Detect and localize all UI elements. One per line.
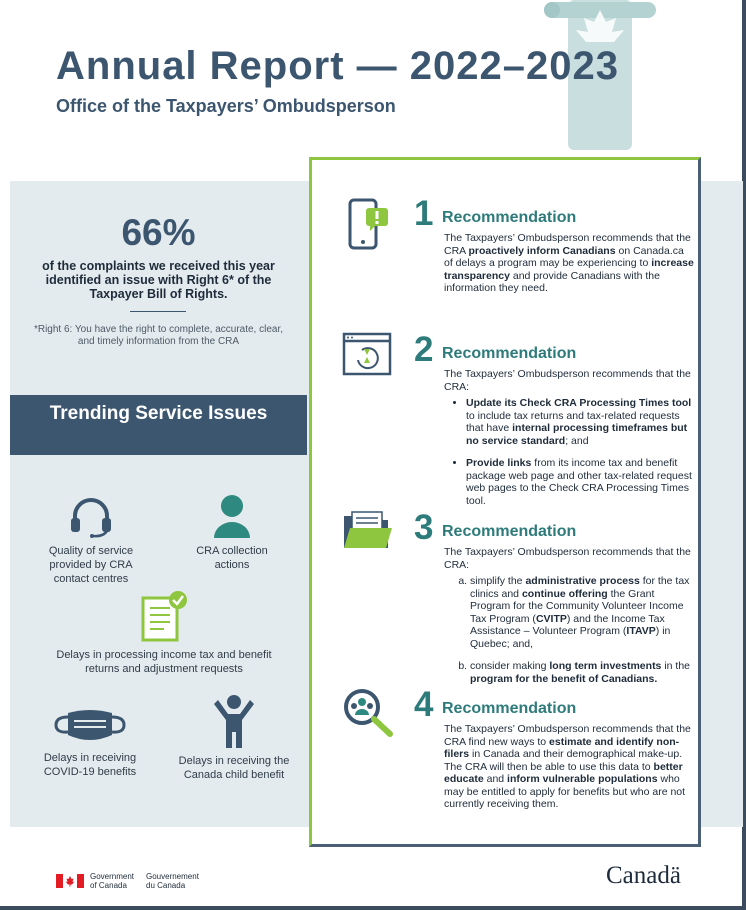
trending-banner — [10, 395, 307, 455]
trending-title: Trending Service Issues — [49, 403, 268, 424]
recommendation-text: The Taxpayers’ Ombudsperson recommends that the CRA: • Update its Check CRA Processing Times tool to include tax returns and tax-related requests that have internal processing timeframes but no service standard; and • Provide links from its income tax and benefit package web page and other tax-related request web pages to the Check CRA Processing Times tool. — [444, 368, 694, 517]
recommendation-label: Recommendation — [442, 700, 577, 717]
recommendation-text: The Taxpayers’ Ombudsperson recommends that the CRA find new ways to estimate and identify non-filers in Canada and their demographical make-up. The CRA will then be able to use this data to better educate and inform vulnerable populations who may be entitled to apply for benefits but who are not currently receiving them. — [444, 723, 691, 810]
child-icon — [214, 694, 254, 748]
issue-child-benefit — [172, 694, 296, 782]
issue-label: Delays in processing income tax and benefit returns and adjustment requests — [56, 649, 272, 675]
issue-label: Quality of service provided by CRA contact centres — [48, 545, 134, 585]
folder-icon — [342, 510, 394, 550]
page-subtitle: Office of the Taxpayers’ Ombudsperson — [56, 96, 396, 116]
recommendation-text: The Taxpayers’ Ombudsperson recommends that the CRA: a. simplify the administrative process for the tax clinics and continue offering the Grant Program for the Community Volunteer Income Tax Program (CVITP) and the Income Tax Assistance – Volunteer Program (ITAVP) in Quebec; and, b. consider making long term investments in the program for the benefit of Canadians. — [444, 546, 694, 695]
page-frame-bottom — [0, 906, 746, 910]
stat-description: of the complaints we received this year identified an issue with Right 6* of the Taxpayer Bill of Rights. — [42, 259, 275, 301]
issue-covid-benefits — [34, 705, 146, 779]
document-check-icon — [138, 590, 190, 642]
person-icon — [212, 494, 252, 538]
recommendation-number: 3 — [414, 508, 434, 547]
recommendation-label: Recommendation — [442, 209, 577, 226]
hourglass-window-icon — [342, 332, 392, 376]
stat-divider — [130, 311, 186, 312]
recommendation-number: 4 — [414, 685, 434, 724]
canada-wordmark: Canadä — [606, 862, 681, 889]
issue-contact-centres — [36, 498, 146, 586]
recommendations-card — [309, 157, 701, 847]
issue-collection-actions — [186, 494, 278, 572]
recommendation-number: 1 — [414, 194, 434, 233]
stat-percent: 66% — [121, 212, 196, 253]
issue-label: CRA collection actions — [196, 545, 268, 571]
recommendation-number: 2 — [414, 330, 434, 369]
recommendation-label: Recommendation — [442, 523, 577, 540]
issue-label: Delays in receiving the Canada child benefit — [178, 755, 290, 781]
recommendation-label: Recommendation — [442, 345, 577, 362]
recommendation-text: The Taxpayers’ Ombudsperson recommends that the CRA proactively inform Canadians on Canada.ca of delays a program may be experiencing to increase transparency and provide Canadians with the information they need. — [444, 232, 694, 294]
issue-label: Delays in receiving COVID-19 benefits — [43, 752, 137, 778]
headset-icon — [67, 498, 115, 538]
stat-footnote: *Right 6: You have the right to complete, accurate, clear, and timely information from the CRA — [33, 324, 284, 347]
government-en: Government of Canada — [90, 872, 135, 890]
issue-processing-delays — [48, 590, 280, 676]
phone-alert-icon — [342, 196, 390, 252]
face-mask-icon — [52, 705, 128, 745]
canada-flag-icon — [56, 874, 84, 888]
page-title: Annual Report — 2022–2023 — [56, 44, 619, 88]
magnifier-people-icon — [342, 687, 394, 737]
government-fr: Gouvernement du Canada — [146, 872, 199, 890]
